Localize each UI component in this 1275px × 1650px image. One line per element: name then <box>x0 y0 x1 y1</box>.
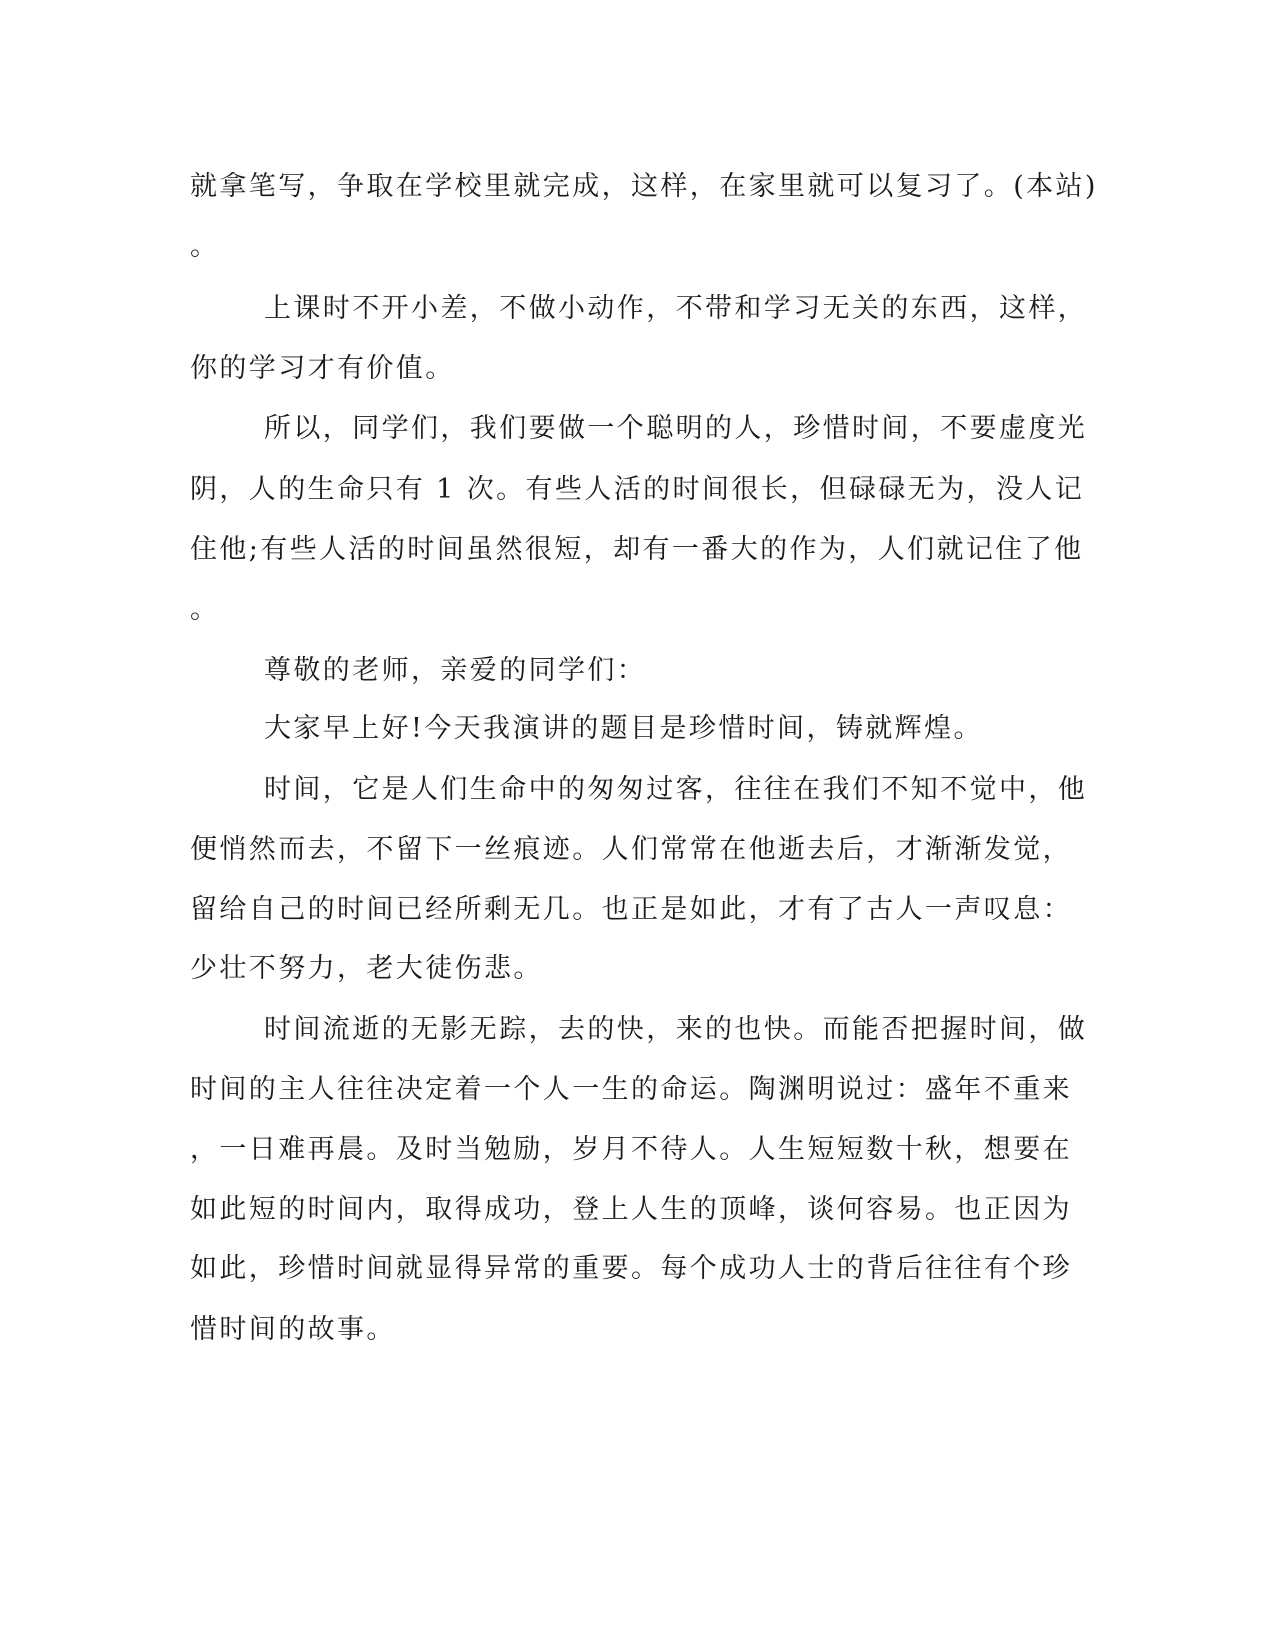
text-line: 。 <box>190 594 220 625</box>
text-line: 惜时间的故事。 <box>190 1314 396 1345</box>
text-line: 。 <box>190 231 220 262</box>
text-line: 住他;有些人活的时间虽然很短，却有一番大的作为，人们就记住了他 <box>190 534 1084 565</box>
paragraph-start-line: 时间流逝的无影无踪，去的快，来的也快。而能否把握时间，做 <box>264 1014 1088 1045</box>
text-line: 时间的主人往往决定着一个人一生的命运。陶渊明说过：盛年不重来 <box>190 1074 1072 1105</box>
text-line: 少壮不努力，老大徒伤悲。 <box>190 953 543 984</box>
paragraph-start-line: 上课时不开小差，不做小动作，不带和学习无关的东西，这样， <box>264 293 1088 324</box>
text-line: 你的学习才有价值。 <box>190 353 455 384</box>
text-line: 便悄然而去，不留下一丝痕迹。人们常常在他逝去后，才渐渐发觉， <box>190 834 1072 865</box>
text-line: 就拿笔写，争取在学校里就完成，这样，在家里就可以复习了。(本站) <box>190 171 1098 202</box>
text-line: 如此短的时间内，取得成功，登上人生的顶峰，谈何容易。也正因为 <box>190 1194 1072 1225</box>
paragraph-start-line: 所以，同学们，我们要做一个聪明的人，珍惜时间，不要虚度光 <box>264 413 1088 444</box>
paragraph-start-line: 时间，它是人们生命中的匆匆过客，往往在我们不知不觉中，他 <box>264 774 1088 805</box>
text-line: 如此，珍惜时间就显得异常的重要。每个成功人士的背后往往有个珍 <box>190 1253 1072 1284</box>
salutation-line: 尊敬的老师，亲爱的同学们： <box>264 655 647 686</box>
text-line: ，一日难再晨。及时当勉励，岁月不待人。人生短短数十秋，想要在 <box>190 1134 1072 1165</box>
text-line: 阴，人的生命只有 1 次。有些人活的时间很长，但碌碌无为，没人记 <box>190 474 1085 505</box>
greeting-line: 大家早上好!今天我演讲的题目是珍惜时间，铸就辉煌。 <box>264 713 983 744</box>
text-line: 留给自己的时间已经所剩无几。也正是如此，才有了古人一声叹息： <box>190 894 1072 925</box>
